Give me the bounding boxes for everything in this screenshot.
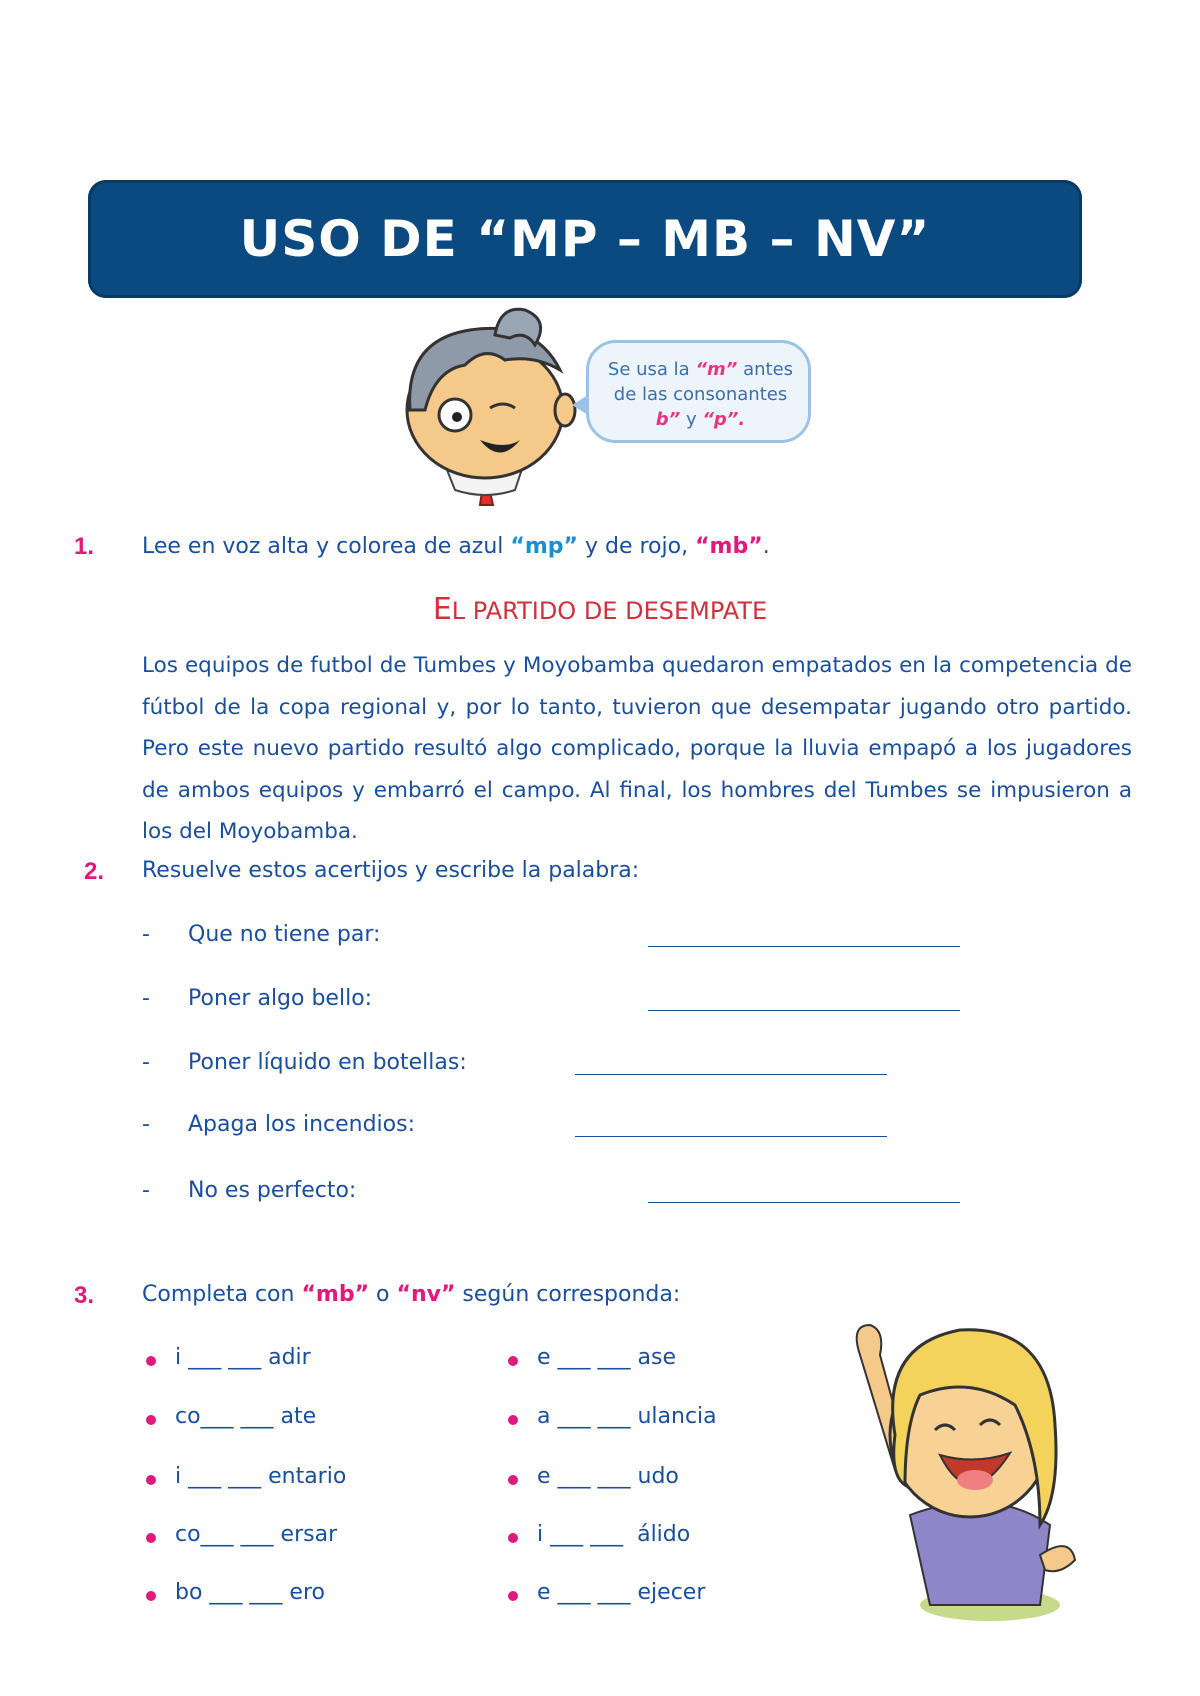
riddle-4: Apaga los incendios:: [188, 1112, 416, 1137]
fill-word-left-3: i ___ ___ entario: [175, 1464, 347, 1489]
bullet-icon: [146, 1591, 156, 1601]
exercise-1-instruction: Lee en voz alta y colorea de azul “mp” y de rojo, “mb”.: [142, 534, 770, 559]
riddle-dash: -: [142, 1112, 150, 1137]
riddle-4-answer-line[interactable]: [575, 1136, 887, 1137]
riddle-1-answer-line[interactable]: [648, 946, 960, 947]
girl-illustration: [840, 1285, 1085, 1625]
exercise-1-number: 1.: [74, 533, 95, 560]
bubble-line-1: Se usa la “m” antes: [607, 359, 794, 380]
bullet-icon: [508, 1415, 518, 1425]
riddle-5: No es perfecto:: [188, 1178, 357, 1203]
bubble-line-3: b” y “p”.: [655, 409, 746, 430]
story-paragraph: Los equipos de futbol de Tumbes y Moyobamba quedaron empatados en la competencia de fútbol de la copa regional y, por lo tanto, tuvieron que desempatar jugando otro partido. Pero este nuevo partido resultó algo complicado, porque la lluvia empapó a los jugadores de ambos equipos y embarró el campo. Al final, los hombres del Tumbes se impusieron a los del Moyobamba.: [142, 653, 1132, 844]
bullet-icon: [146, 1475, 156, 1485]
page-title: USO DE “MP – MB – NV”: [239, 210, 931, 268]
fill-word-right-4: i ___ ___ álido: [537, 1522, 691, 1547]
speech-bubble: [586, 340, 811, 443]
title-banner: [88, 180, 1082, 298]
riddle-5-answer-line[interactable]: [648, 1202, 960, 1203]
bullet-icon: [146, 1356, 156, 1366]
fill-word-left-4: co___ ___ ersar: [175, 1522, 338, 1547]
fill-word-right-1: e ___ ___ ase: [537, 1345, 676, 1370]
riddle-dash: -: [142, 1178, 150, 1203]
bubble-line-2: de las consonantes: [613, 384, 788, 405]
bullet-icon: [508, 1475, 518, 1485]
riddle-3: Poner líquido en botellas:: [188, 1050, 467, 1075]
exercise-3-number: 3.: [74, 1282, 95, 1309]
boy-illustration: [385, 300, 585, 525]
riddle-dash: -: [142, 986, 150, 1011]
exercise-2-number: 2.: [84, 858, 105, 885]
fill-word-left-5: bo ___ ___ ero: [175, 1580, 325, 1605]
fill-word-right-5: e ___ ___ ejecer: [537, 1580, 706, 1605]
bullet-icon: [508, 1533, 518, 1543]
bullet-icon: [508, 1356, 518, 1366]
riddle-dash: -: [142, 1050, 150, 1075]
riddle-2: Poner algo bello:: [188, 986, 373, 1011]
exercise-2-instruction: Resuelve estos acertijos y escribe la palabra:: [142, 858, 640, 883]
exercise-3-instruction: Completa con “mb” o “nv” según corresponda:: [142, 1282, 681, 1307]
fill-word-right-2: a ___ ___ ulancia: [537, 1404, 717, 1429]
fill-word-right-3: e ___ ___ udo: [537, 1464, 679, 1489]
bullet-icon: [146, 1415, 156, 1425]
fill-word-left-2: co___ ___ ate: [175, 1404, 317, 1429]
riddle-dash: -: [142, 922, 150, 947]
riddle-2-answer-line[interactable]: [648, 1010, 960, 1011]
riddle-3-answer-line[interactable]: [575, 1074, 887, 1075]
story-title: EL PARTIDO DE DESEMPATE: [432, 592, 768, 627]
bullet-icon: [508, 1591, 518, 1601]
fill-word-left-1: i ___ ___ adir: [175, 1345, 311, 1370]
bullet-icon: [146, 1533, 156, 1543]
riddle-1: Que no tiene par:: [188, 922, 381, 947]
